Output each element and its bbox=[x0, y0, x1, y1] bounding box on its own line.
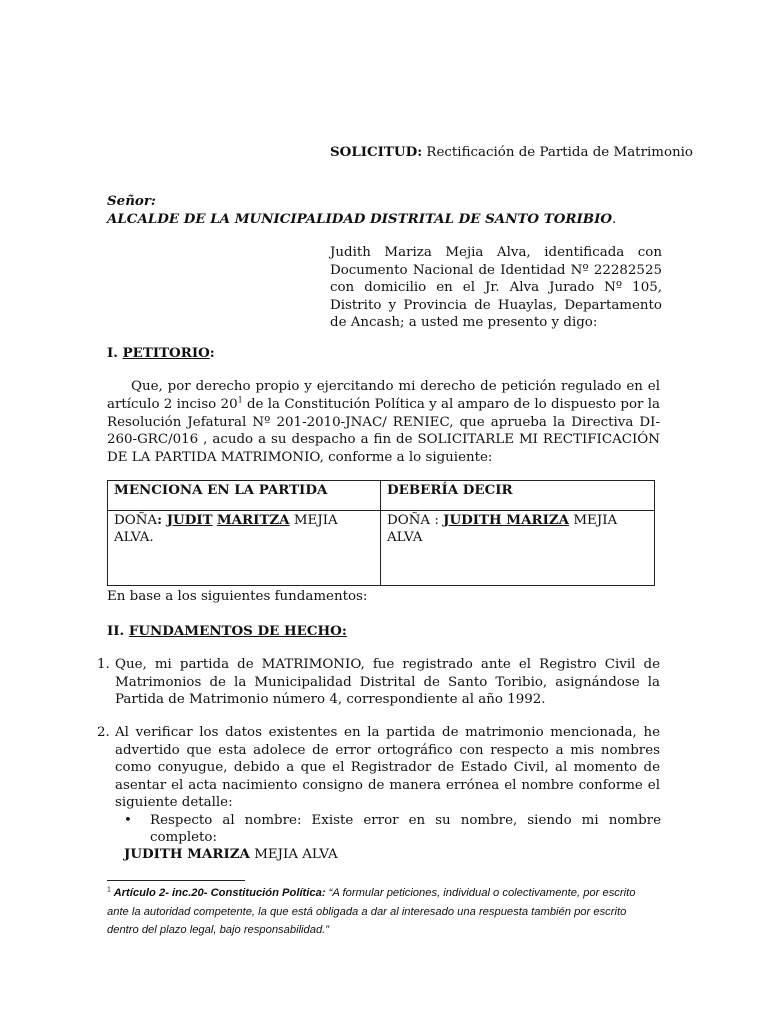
bullet-name-bold: JUDITH MARIZA bbox=[124, 846, 250, 862]
cell-prefix: DOÑA bbox=[114, 513, 158, 528]
section-numeral: I. bbox=[107, 345, 123, 361]
list-item bbox=[97, 656, 660, 709]
table-header-cell bbox=[381, 481, 655, 511]
cell-rest: MEJIA ALVA. bbox=[114, 513, 338, 545]
footnote-number: 1 bbox=[107, 886, 111, 894]
recipient-end: . bbox=[612, 212, 617, 227]
cell-names: JUDITH MARIZA bbox=[443, 512, 570, 528]
cell-colon: : bbox=[157, 512, 167, 528]
section-title: FUNDAMENTOS DE HECHO: bbox=[128, 623, 347, 639]
base-text: En base a los siguientes fundamentos: bbox=[107, 589, 368, 604]
section-title: PETITORIO bbox=[122, 345, 210, 361]
list-text: Que, mi partida de MATRIMONIO, fue registrado ante el Registro Civil de Matrimonios de la Municipalidad Distrital de Santo Toribio, asignándose la Partida de Matrimonio número 4, correspondiente al año 1992. bbox=[115, 657, 660, 708]
intro-paragraph: Judith Mariza Mejia Alva, identificada con Documento Nacional de Identidad Nº 22282525 con domicilio en el Jr. Alva Jurado Nº 105, Distrito y Provincia de Huaylas, Departamento de Ancash; a usted me presento y digo: bbox=[330, 245, 662, 330]
petitorio-text-a: Que, por derecho propio y ejercitando mi derecho de petición regulado en el artículo 2 inciso 20 bbox=[107, 379, 660, 412]
footnote bbox=[107, 884, 652, 940]
table-header-cell bbox=[108, 481, 381, 511]
list-item bbox=[97, 724, 660, 812]
bullet-item bbox=[124, 812, 661, 863]
section-colon: : bbox=[209, 345, 215, 361]
table-cell-correct bbox=[381, 511, 655, 586]
bullet-name bbox=[124, 846, 661, 863]
bullet-icon: • bbox=[124, 813, 132, 828]
recipient-name: ALCALDE DE LA MUNICIPALIDAD DISTRITAL DE SANTO TORIBIO bbox=[107, 211, 612, 227]
list-number: 1. bbox=[97, 657, 110, 672]
comparison-table bbox=[107, 480, 655, 586]
table-cell-current bbox=[108, 511, 381, 586]
petitorio-text-b: de la Constitución Política y al amparo de lo dispuesto por la Resolución Jefatural Nº 201-2010-JNAC/ RENIEC, que aprueba la Directiva DI-260-GRC/016 , acudo a su despacho a fin de SOLICITARLE MI RECTIFICACIÓN DE LA PARTIDA MATRIMONIO, conforme a lo siguiente: bbox=[107, 396, 661, 466]
table-header-row bbox=[108, 481, 655, 511]
header-mentions: MENCIONA EN LA PARTIDA bbox=[114, 482, 328, 498]
subject-text: Rectificación de Partida de Matrimonio bbox=[426, 145, 693, 160]
section-heading-petitorio bbox=[107, 345, 215, 362]
subject-label: SOLICITUD: bbox=[330, 144, 423, 160]
list-text: Al verificar los datos existentes en la partida de matrimonio mencionada, he advertido que esta adolece de error ortográfico con respecto a mis nombres como conyugue, debido a que el Registrador de Estado Civil, al momento de asentar el acta nacimiento consigno de manera errónea el nombre conforme el siguiente detalle: bbox=[115, 725, 660, 811]
bullet-text: Respecto al nombre: Existe error en su nombre, siendo mi nombre completo: bbox=[150, 813, 661, 845]
subject-line bbox=[330, 144, 693, 161]
footnote-ref: 1 bbox=[237, 395, 243, 405]
footnote-label: Artículo 2- inc.20- Constitución Política: bbox=[110, 887, 326, 899]
recipient bbox=[107, 211, 616, 228]
petitorio-paragraph bbox=[107, 378, 660, 467]
salutation: Señor: bbox=[107, 193, 156, 209]
cell-prefix: DOÑA : bbox=[387, 513, 444, 528]
cell-name-2: MARITZA bbox=[216, 512, 290, 528]
footnote-text: “A formular peticiones, individual o colectivamente, por escrito ante la autoridad competente, la que está obligada a dar al interesado una respuesta también por escrito dentro del plazo legal, bajo responsabilidad.” bbox=[107, 887, 636, 936]
cell-rest: MEJIA ALVA bbox=[387, 513, 618, 545]
bullet-name-rest: MEJIA ALVA bbox=[249, 847, 338, 862]
list-number: 2. bbox=[97, 725, 110, 740]
header-should-say: DEBERÍA DECIR bbox=[387, 482, 513, 498]
table-row bbox=[108, 511, 655, 586]
section-heading-fundamentos bbox=[107, 623, 347, 640]
footnote-divider bbox=[107, 880, 245, 881]
cell-name-1: JUDIT bbox=[166, 512, 213, 528]
section-numeral: II. bbox=[107, 623, 129, 639]
